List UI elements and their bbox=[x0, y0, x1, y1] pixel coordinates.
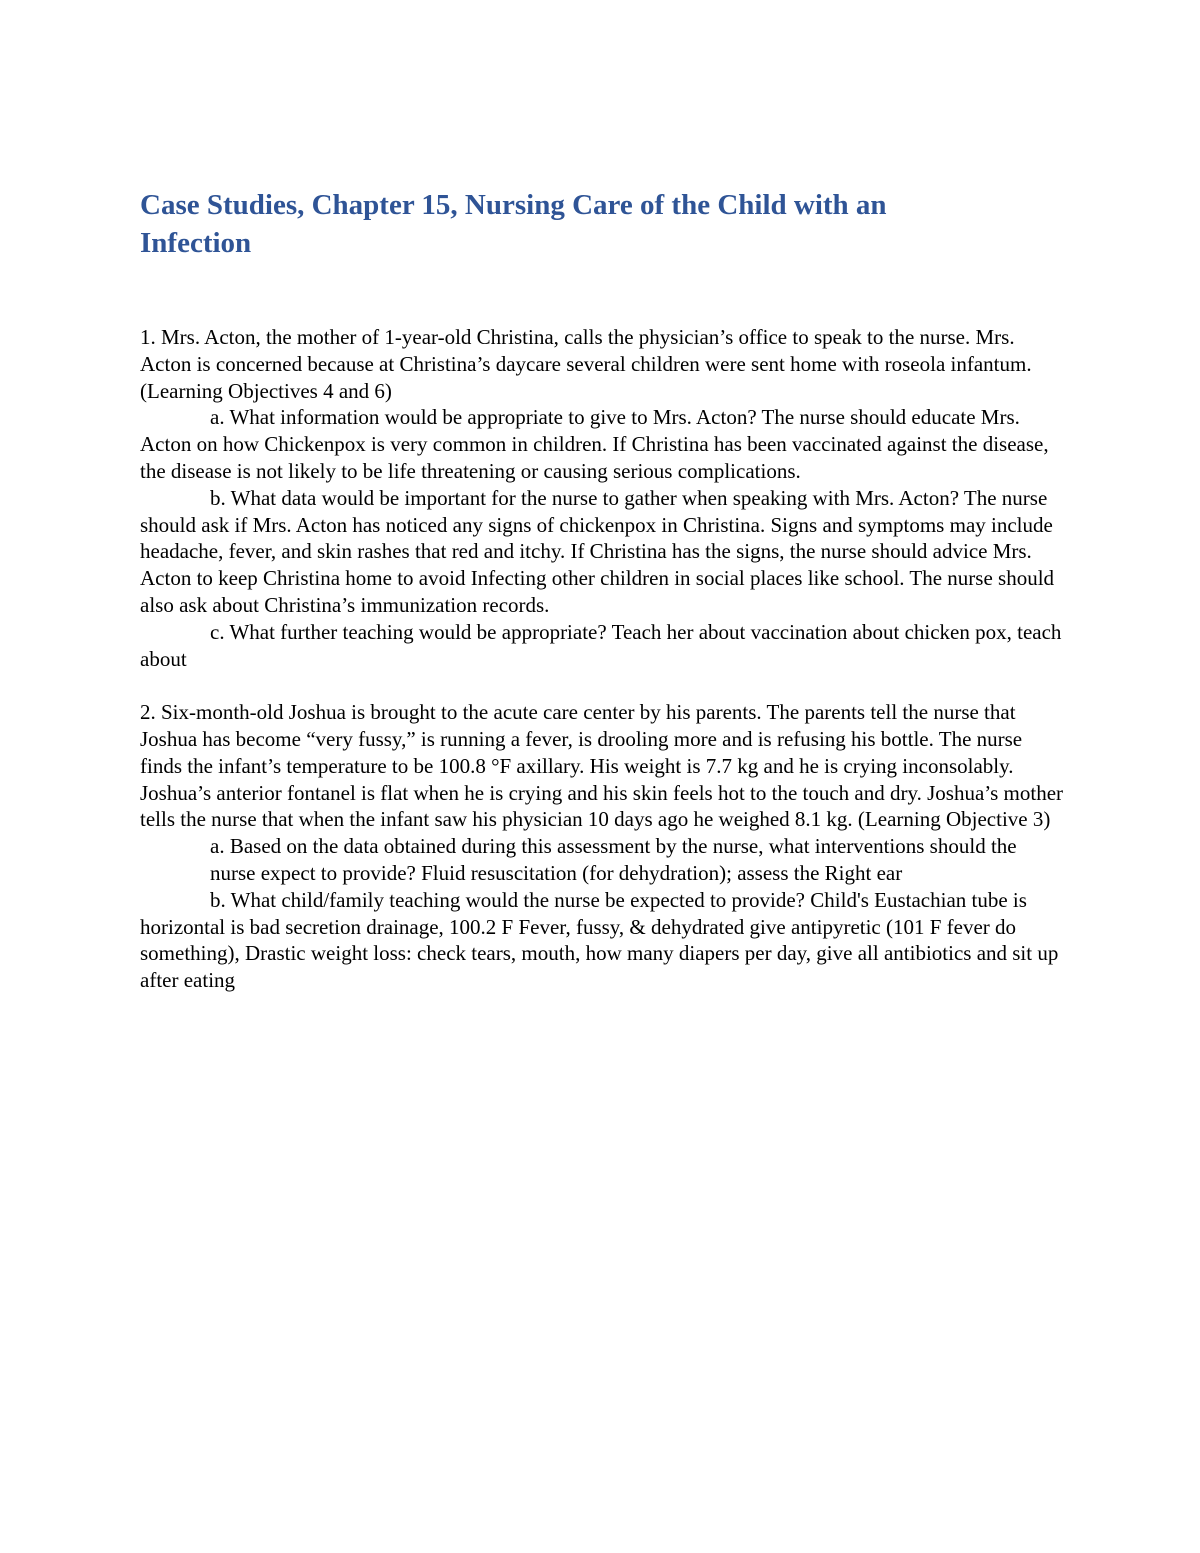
document-body bbox=[140, 186, 1065, 994]
document-title: Case Studies, Chapter 15, Nursing Care of the Child with an Infection bbox=[140, 189, 887, 259]
case-1-question-c: c. What further teaching would be appropriate? bbox=[210, 619, 607, 644]
case-2-question-b-block bbox=[140, 887, 1065, 994]
case-2-question-b: b. What child/family teaching would the nurse be expected to provide? bbox=[210, 887, 806, 912]
case-1-answer-b: The nurse should ask if Mrs. Acton has noticed any signs of chickenpox in Christina. Signs and symptoms may include headache, fever, and skin rashes that red and itchy. If Christina has the signs, the nurse should advice Mrs. Acton to keep Christina home to avoid Infecting other children in social places like school. The nurse should also ask about Christina’s immunization records. bbox=[140, 485, 1055, 617]
case-1-stem: 1. Mrs. Acton, the mother of 1-year-old Christina, calls the physician’s office to speak to the nurse. Mrs. Acton is concerned because at Christina’s daycare several children were sent home with roseola infantum. (Learning Objectives 4 and 6) bbox=[140, 325, 1032, 403]
case-1-question-b-block bbox=[140, 485, 1065, 619]
paragraph-spacer bbox=[140, 672, 1065, 699]
case-2-answer-a: Fluid resuscitation (for dehydration); assess the Right ear bbox=[421, 860, 903, 885]
case-1-question-b: b. What data would be important for the nurse to gather when speaking with Mrs. Acton? bbox=[210, 485, 960, 510]
case-2-question-a-block bbox=[140, 833, 1065, 887]
case-1-question-a: a. What information would be appropriate to give to Mrs. Acton? bbox=[210, 405, 757, 430]
title-spacer bbox=[140, 262, 1065, 324]
case-2-answer-b: Child's Eustachian tube is horizontal is bad secretion drainage, 100.2 F Fever, fussy, & dehydrated give antipyretic (101 F fever do something), Drastic weight loss: check tears, mouth, how many diapers per day, give all antibiotics and sit up after eating bbox=[140, 887, 1059, 993]
case-1-question-c-block bbox=[140, 619, 1065, 673]
case-1-answer-a: The nurse should educate Mrs. Acton on how Chickenpox is very common in children. If Christina has been vaccinated against the disease, the disease is not likely to be life threatening or causing serious complications. bbox=[140, 405, 1049, 483]
case-1-question-a-block bbox=[140, 404, 1065, 484]
case-2-stem: 2. Six-month-old Joshua is brought to the acute care center by his parents. The parents tell the nurse that Joshua has become “very fussy,” is running a fever, is drooling more and is refusing his bottle. The nurse finds the infant’s temperature to be 100.8 °F axillary. His weight is 7.7 kg and he is crying inconsolably. Joshua’s anterior fontanel is flat when he is crying and his skin feels hot to the touch and dry. Joshua’s mother tells the nurse that when the infant saw his physician 10 days ago he weighed 8.1 kg. (Learning Objective 3) bbox=[140, 700, 1064, 832]
case-2-question-a: a. Based on the data obtained during this assessment by the nurse, what interventions should the nurse expect to provide? bbox=[210, 834, 1017, 885]
case-1-answer-c: Teach her about vaccination about chicken pox, teach about bbox=[140, 619, 1062, 671]
